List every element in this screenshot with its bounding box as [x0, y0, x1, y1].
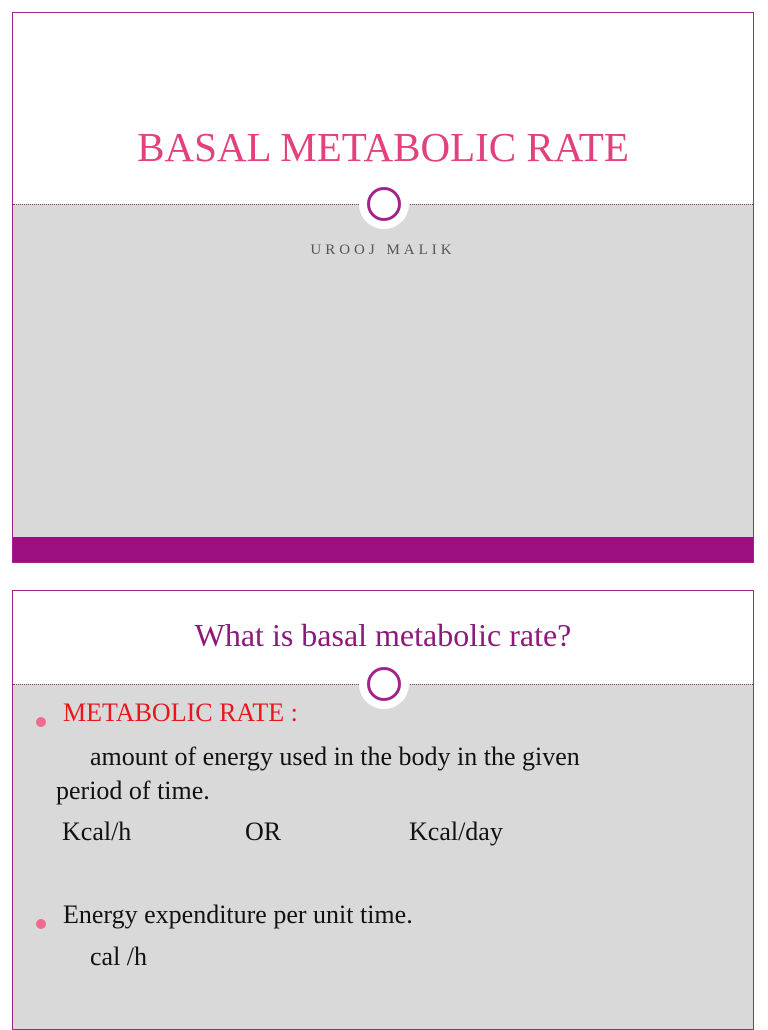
unit-kcal-h: Kcal/h — [62, 817, 132, 846]
slide-title: BASAL METABOLIC RATE — [137, 124, 629, 170]
bullet-dot-icon — [36, 717, 46, 727]
ring-ornament — [359, 179, 409, 229]
slide-subtitle: UROOJ MALIK — [310, 242, 456, 258]
unit-cal-h: cal /h — [90, 942, 148, 971]
footer-band — [13, 537, 753, 563]
title-area — [13, 13, 753, 204]
definition-line-2: period of time. — [56, 776, 210, 805]
ring-ornament — [359, 659, 409, 709]
unit-or: OR — [245, 817, 282, 846]
definition-line-1: amount of energy used in the body in the given — [90, 742, 580, 771]
content-slide — [12, 590, 754, 1030]
unit-kcal-day: Kcal/day — [409, 817, 503, 846]
content-area — [13, 684, 753, 1029]
slide-title: What is basal metabolic rate? — [194, 617, 572, 653]
bullet-heading: METABOLIC RATE : — [63, 698, 298, 727]
bullet-dot-icon — [36, 919, 46, 929]
title-slide — [12, 12, 754, 563]
bullet-text: Energy expenditure per unit time. — [63, 900, 413, 929]
